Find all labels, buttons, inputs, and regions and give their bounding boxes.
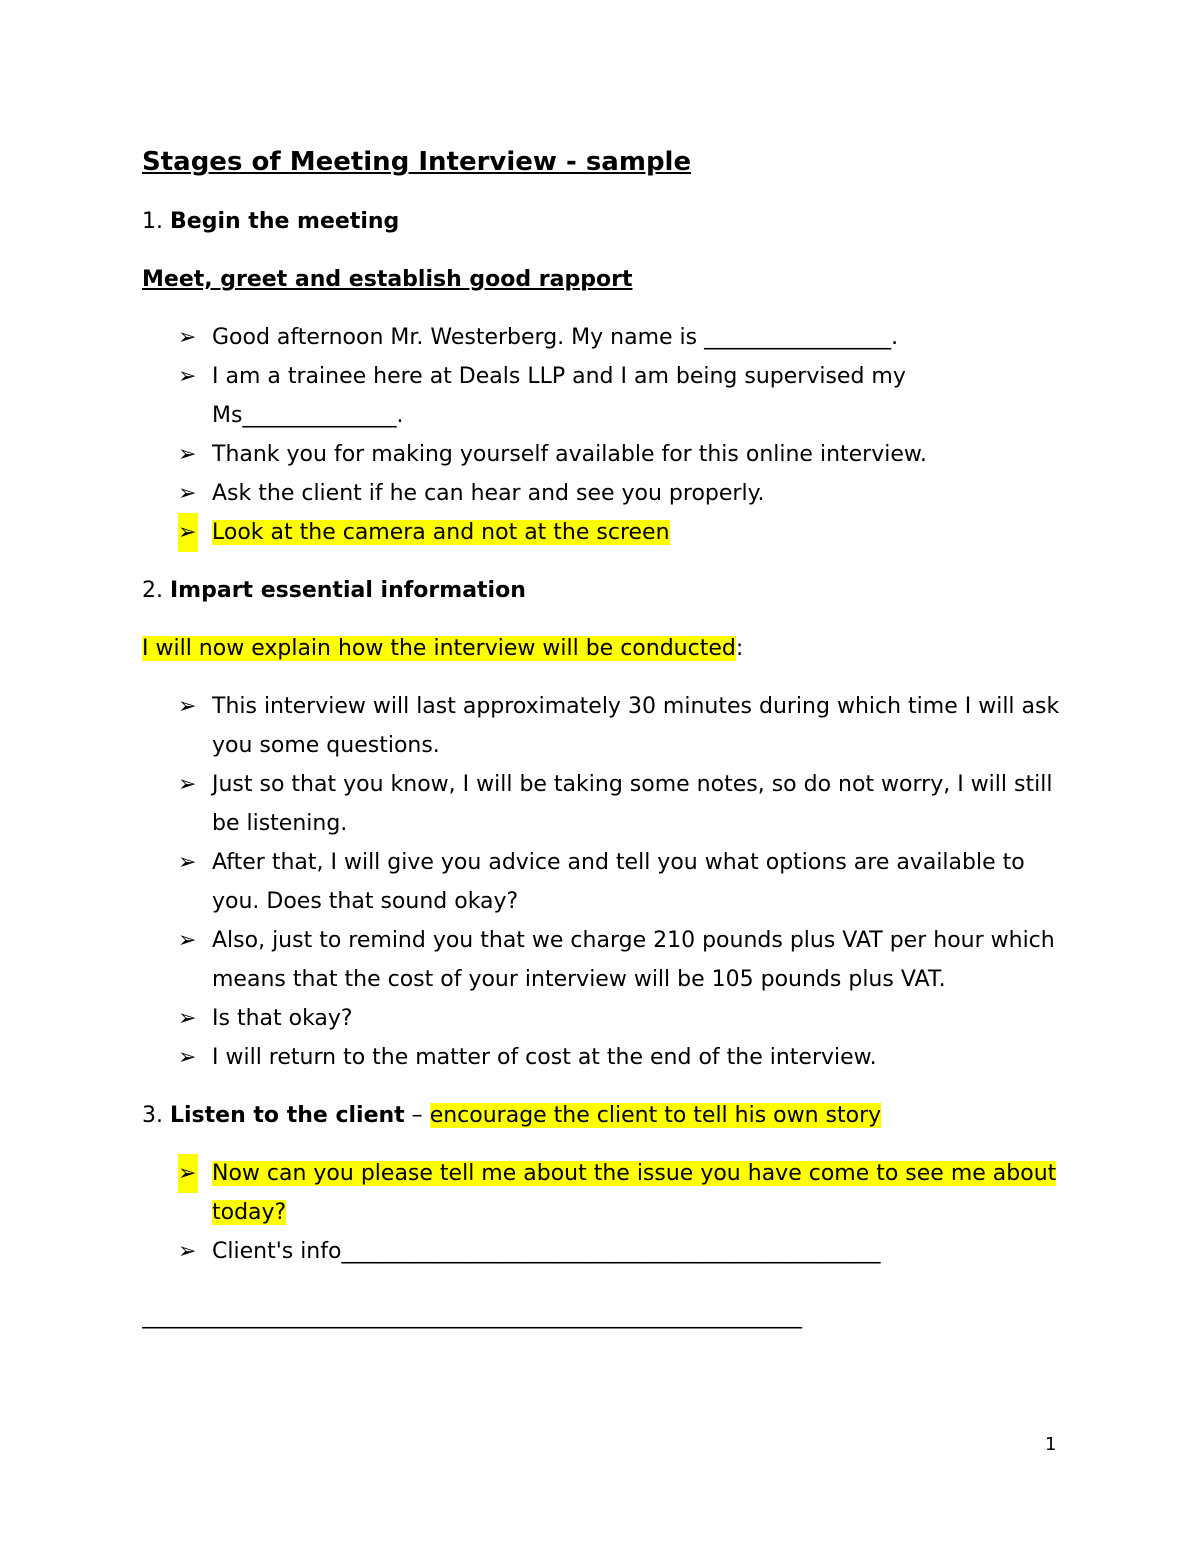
list-item-text: Just so that you know, I will be taking some notes, so do not worry, I will still be listening. (212, 772, 1053, 836)
arrow-bullet-icon: ➢ (178, 481, 197, 506)
arrow-bullet-icon: ➢ (178, 1154, 198, 1193)
arrow-bullet-icon: ➢ (178, 325, 197, 350)
list-item-highlighted (142, 1154, 1062, 1232)
list-item-highlighted (142, 513, 1062, 552)
arrow-bullet-icon: ➢ (178, 513, 198, 552)
list-item-text: Thank you for making yourself available for this online interview. (212, 442, 927, 467)
section-1-subheading: Meet, greet and establish good rapport (142, 267, 633, 292)
document-page (142, 140, 1062, 1336)
list-item-text: Also, just to remind you that we charge 210 pounds plus VAT per hour which means that the cost of your interview will be 105 pounds plus VAT. (212, 928, 1055, 992)
section-3-bullet-list (142, 1154, 1062, 1271)
list-item (142, 474, 1062, 513)
section-3-number: 3. (142, 1103, 163, 1128)
section-2-number: 2. (142, 578, 163, 603)
section-2-intro-text: I will now explain how the interview will be conducted (142, 636, 736, 661)
section-3-heading (142, 1096, 1062, 1135)
section-1-title: Begin the meeting (170, 209, 400, 234)
list-item-text: This interview will last approximately 30 minutes during which time I will ask you some questions. (212, 694, 1060, 758)
section-2-bullet-list (142, 687, 1062, 1077)
arrow-bullet-icon: ➢ (178, 772, 197, 797)
list-item (142, 318, 1062, 357)
list-item-text: I will return to the matter of cost at the end of the interview. (212, 1045, 877, 1070)
section-3-title: Listen to the client (170, 1103, 405, 1128)
section-1-bullet-list (142, 318, 1062, 552)
list-item (142, 999, 1062, 1038)
list-item (142, 357, 1062, 435)
list-item (142, 1232, 1062, 1271)
section-2-heading (142, 571, 1062, 610)
arrow-bullet-icon: ➢ (178, 928, 197, 953)
section-3-note: encourage the client to tell his own story (429, 1103, 882, 1128)
section-1-number: 1. (142, 209, 163, 234)
section-3-dash: – (404, 1103, 430, 1128)
list-item-text: I am a trainee here at Deals LLP and I am being supervised my Ms______________. (212, 364, 906, 428)
section-2-intro-suffix: : (735, 636, 744, 661)
page-number: 1 (1045, 1434, 1057, 1455)
section-2-intro (142, 629, 1062, 668)
list-item-text: Now can you please tell me about the issue you have come to see me about today? (212, 1161, 1057, 1225)
list-item (142, 435, 1062, 474)
arrow-bullet-icon: ➢ (178, 1006, 197, 1031)
list-item (142, 843, 1062, 921)
list-item-text: Ask the client if he can hear and see you properly. (212, 481, 765, 506)
list-item (142, 1038, 1062, 1077)
list-item (142, 687, 1062, 765)
arrow-bullet-icon: ➢ (178, 1239, 197, 1264)
blank-answer-line: ____________________________________________________________ (142, 1304, 802, 1329)
list-item-text: Is that okay? (212, 1006, 353, 1031)
arrow-bullet-icon: ➢ (178, 850, 197, 875)
arrow-bullet-icon: ➢ (178, 1045, 197, 1070)
arrow-bullet-icon: ➢ (178, 364, 197, 389)
list-item-text: Client's info_________________________________________________ (212, 1239, 881, 1264)
section-1-heading (142, 202, 1062, 241)
list-item-text: Good afternoon Mr. Westerberg. My name is _________________. (212, 325, 899, 350)
arrow-bullet-icon: ➢ (178, 442, 197, 467)
list-item (142, 921, 1062, 999)
document-title: Stages of Meeting Interview - sample (142, 147, 692, 177)
list-item-text: After that, I will give you advice and tell you what options are available to you. Does that sound okay? (212, 850, 1025, 914)
section-2-title: Impart essential information (170, 578, 526, 603)
arrow-bullet-icon: ➢ (178, 694, 197, 719)
list-item-text: Look at the camera and not at the screen (212, 520, 670, 545)
list-item (142, 765, 1062, 843)
